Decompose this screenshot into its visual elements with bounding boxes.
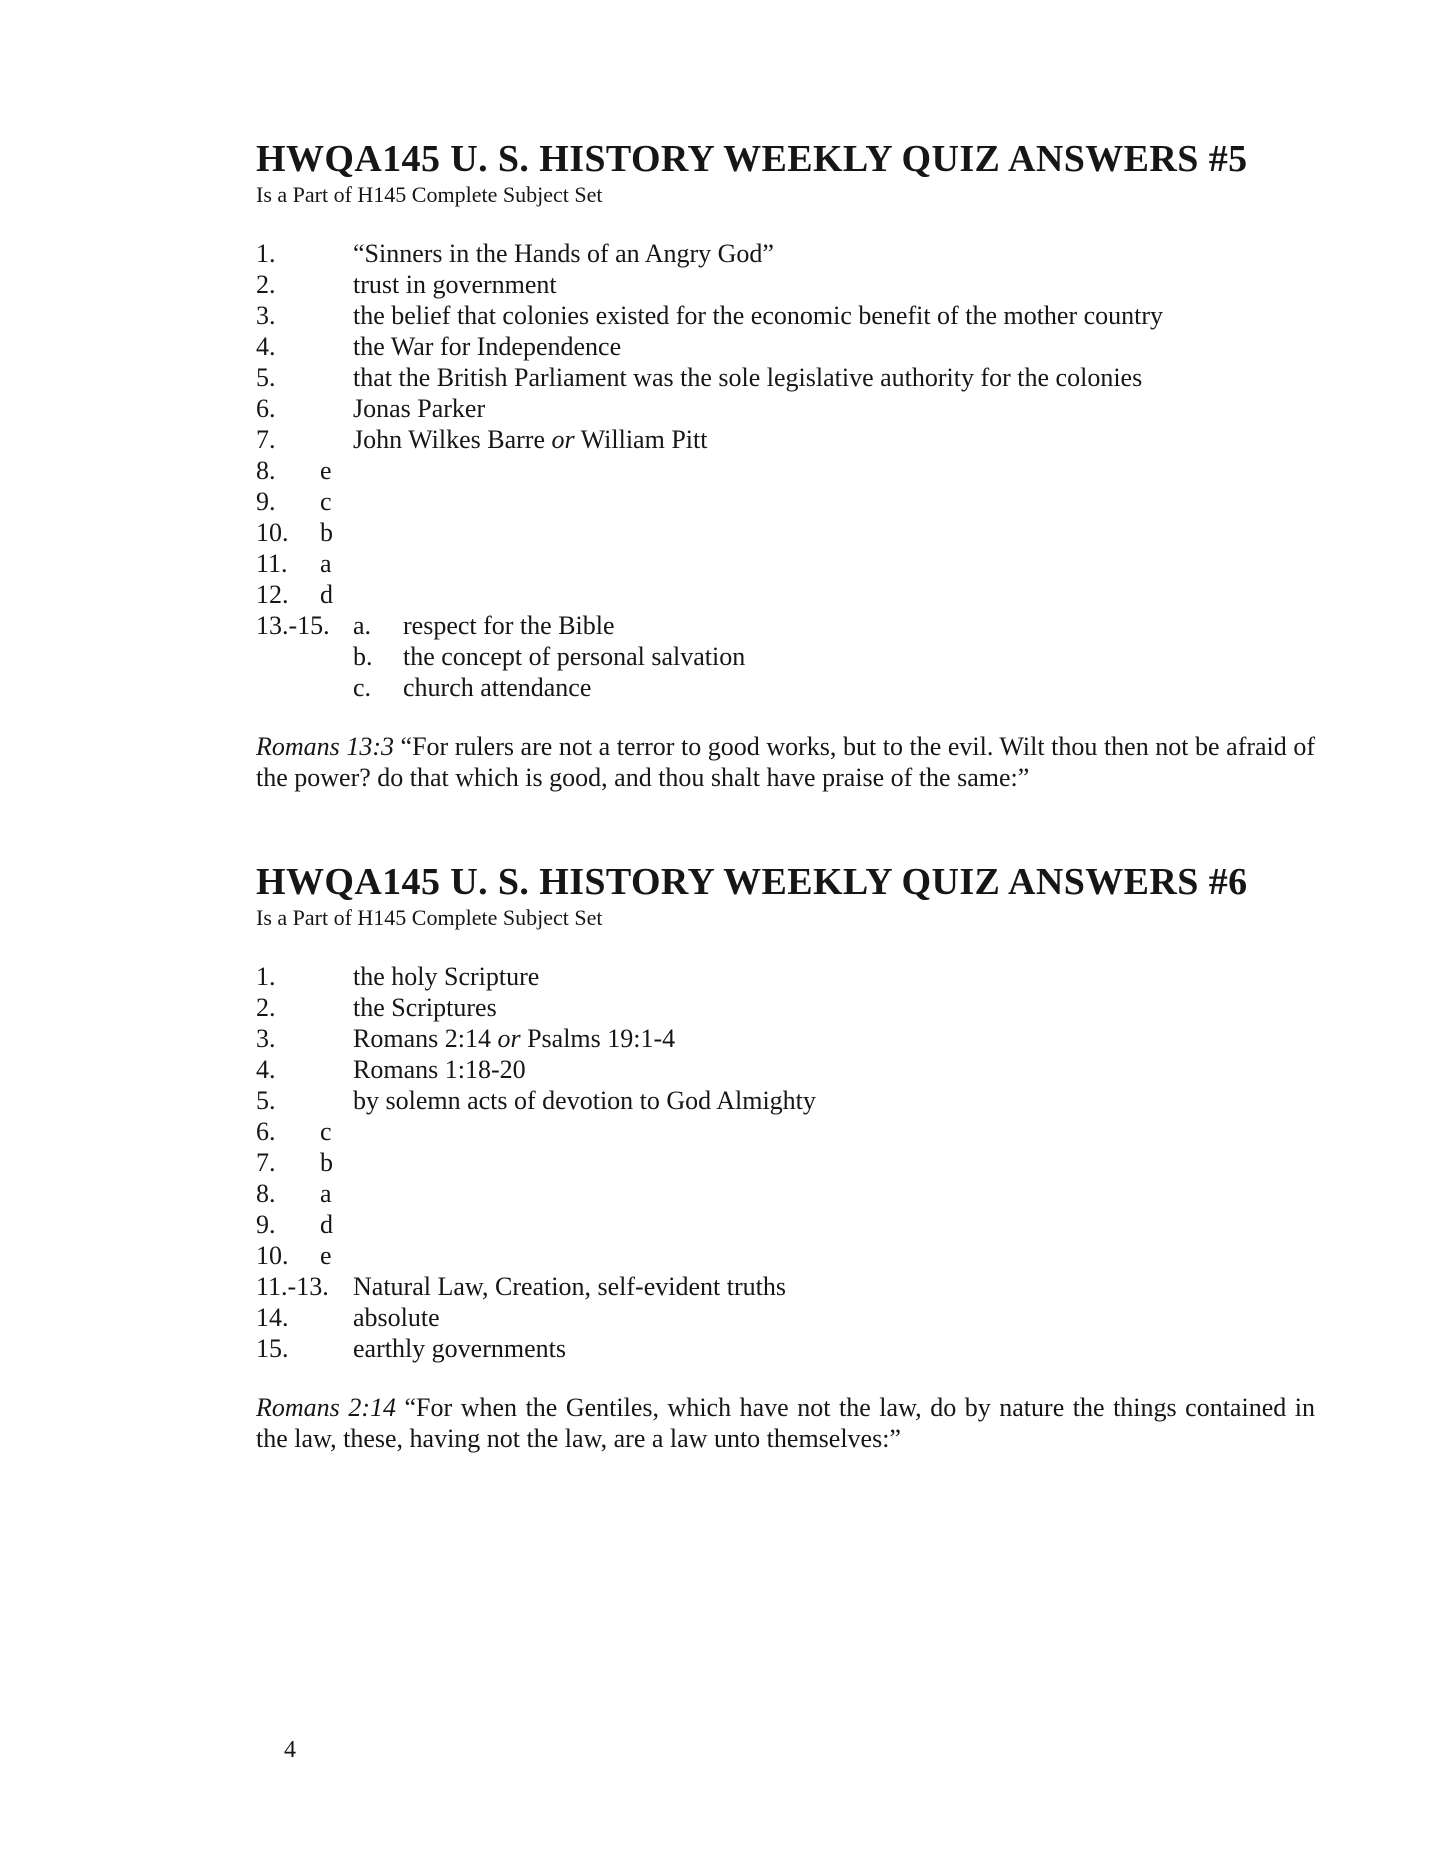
answer-row [256,1147,1315,1178]
or-italic: or [551,425,575,454]
answer-subitem [353,672,1315,703]
answer-row [256,362,1315,393]
answer-subletter: a. [353,611,372,640]
answer-number-range: 13.-15. [256,611,330,640]
answer-letter: b [320,1148,333,1177]
answer-number: 9. [256,1210,276,1239]
answer-row [256,992,1315,1023]
answer-number-range: 11.-13. [256,1272,329,1301]
answer-row [256,1240,1315,1271]
verse-ref: Romans 13:3 [256,732,394,761]
answer-number: 8. [256,456,276,485]
answer-row [256,579,1315,610]
answer-letter: a [320,1179,332,1208]
answer-text: by solemn acts of devotion to God Almighty [353,1086,816,1115]
answer-letter: d [320,580,333,609]
answer-text: Romans 1:18-20 [353,1055,526,1084]
answer-number: 15. [256,1334,289,1363]
quiz-section-6 [256,861,1315,1454]
answer-letter: d [320,1210,333,1239]
answer-text: the holy Scripture [353,962,540,991]
answer-text-part: Romans 2:14 [353,1024,498,1053]
answer-row [256,393,1315,424]
answer-number: 5. [256,1086,276,1115]
answer-number: 8. [256,1179,276,1208]
answer-text: earthly governments [353,1334,566,1363]
answer-row [256,331,1315,362]
answer-number: 12. [256,580,289,609]
answer-text: Jonas Parker [353,394,486,423]
answer-text: the concept of personal salvation [403,642,746,671]
answer-text: absolute [353,1303,440,1332]
section-subtitle: Is a Part of H145 Complete Subject Set [256,905,603,930]
answer-number: 4. [256,1055,276,1084]
answer-letter: c [320,1117,332,1146]
answer-row [256,238,1315,269]
answer-number: 11. [256,549,288,578]
answer-letter: b [320,518,333,547]
answer-text: “Sinners in the Hands of an Angry God” [353,239,774,268]
answer-list [256,238,1315,703]
answer-number: 4. [256,332,276,361]
answer-row [256,269,1315,300]
answer-subitem [353,610,1315,641]
answer-text: the War for Independence [353,332,622,361]
answer-row [256,1333,1315,1364]
answer-row [256,1302,1315,1333]
answer-row [256,672,1315,703]
answer-text-part: William Pitt [574,425,708,454]
answer-text: that the British Parliament was the sole legislative authority for the colonies [353,363,1143,392]
answer-row [256,424,1315,455]
answer-number: 7. [256,1148,276,1177]
answer-text-part: Psalms 19:1-4 [520,1024,676,1053]
answer-row [256,517,1315,548]
or-italic: or [497,1024,521,1053]
answer-number: 1. [256,239,276,268]
answer-text: respect for the Bible [403,611,615,640]
answer-row [256,1116,1315,1147]
page-number: 4 [284,1737,296,1763]
answer-row [256,961,1315,992]
answer-number: 7. [256,425,276,454]
answer-row [256,641,1315,672]
answer-number: 1. [256,962,276,991]
verse-paragraph [256,1392,1315,1454]
answer-number: 3. [256,1024,276,1053]
answer-number: 6. [256,1117,276,1146]
answer-row [256,610,1315,641]
verse-ref: Romans 2:14 [256,1393,396,1422]
answer-text: trust in government [353,270,557,299]
answer-number: 14. [256,1303,289,1332]
answer-text [353,424,1315,455]
section-subtitle: Is a Part of H145 Complete Subject Set [256,182,603,207]
answer-number: 5. [256,363,276,392]
answer-letter: e [320,456,332,485]
answer-row [256,548,1315,579]
answer-number: 2. [256,993,276,1022]
answer-row [256,1271,1315,1302]
answer-text: the Scriptures [353,993,497,1022]
answer-number: 2. [256,270,276,299]
answer-text: Natural Law, Creation, self-evident truths [353,1272,786,1301]
answer-text: church attendance [403,673,592,702]
answer-number: 9. [256,487,276,516]
verse-text: “For when the Gentiles, which have not the law, do by nature the things contained in the law, these, having not the law, are a law unto themselves:” [256,1393,1315,1453]
answer-row [256,1023,1315,1054]
answer-number: 10. [256,1241,289,1270]
answer-text [353,1023,1315,1054]
verse-text: “For rulers are not a terror to good works, but to the evil. Wilt thou then not be afraid of the power? do that which is good, and thou shalt have praise of the same:” [256,732,1315,792]
answer-text: the belief that colonies existed for the economic benefit of the mother country [353,301,1164,330]
answer-number: 3. [256,301,276,330]
answer-letter: c [320,487,332,516]
answer-list [256,961,1315,1364]
section-title: HWQA145 U. S. HISTORY WEEKLY QUIZ ANSWERS #6 [256,861,1248,903]
answer-subitem [353,641,1315,672]
answer-row [256,1054,1315,1085]
section-title: HWQA145 U. S. HISTORY WEEKLY QUIZ ANSWERS #5 [256,138,1248,180]
quiz-section-5 [256,138,1315,793]
answer-text-part: John Wilkes Barre [353,425,552,454]
answer-letter: e [320,1241,332,1270]
answer-row [256,1209,1315,1240]
answer-number: 10. [256,518,289,547]
answer-row [256,1085,1315,1116]
answer-subletter: c. [353,673,372,702]
answer-subletter: b. [353,642,373,671]
answer-row [256,300,1315,331]
answer-row [256,486,1315,517]
answer-number: 6. [256,394,276,423]
answer-row [256,1178,1315,1209]
answer-row [256,455,1315,486]
verse-paragraph [256,731,1315,793]
answer-letter: a [320,549,332,578]
